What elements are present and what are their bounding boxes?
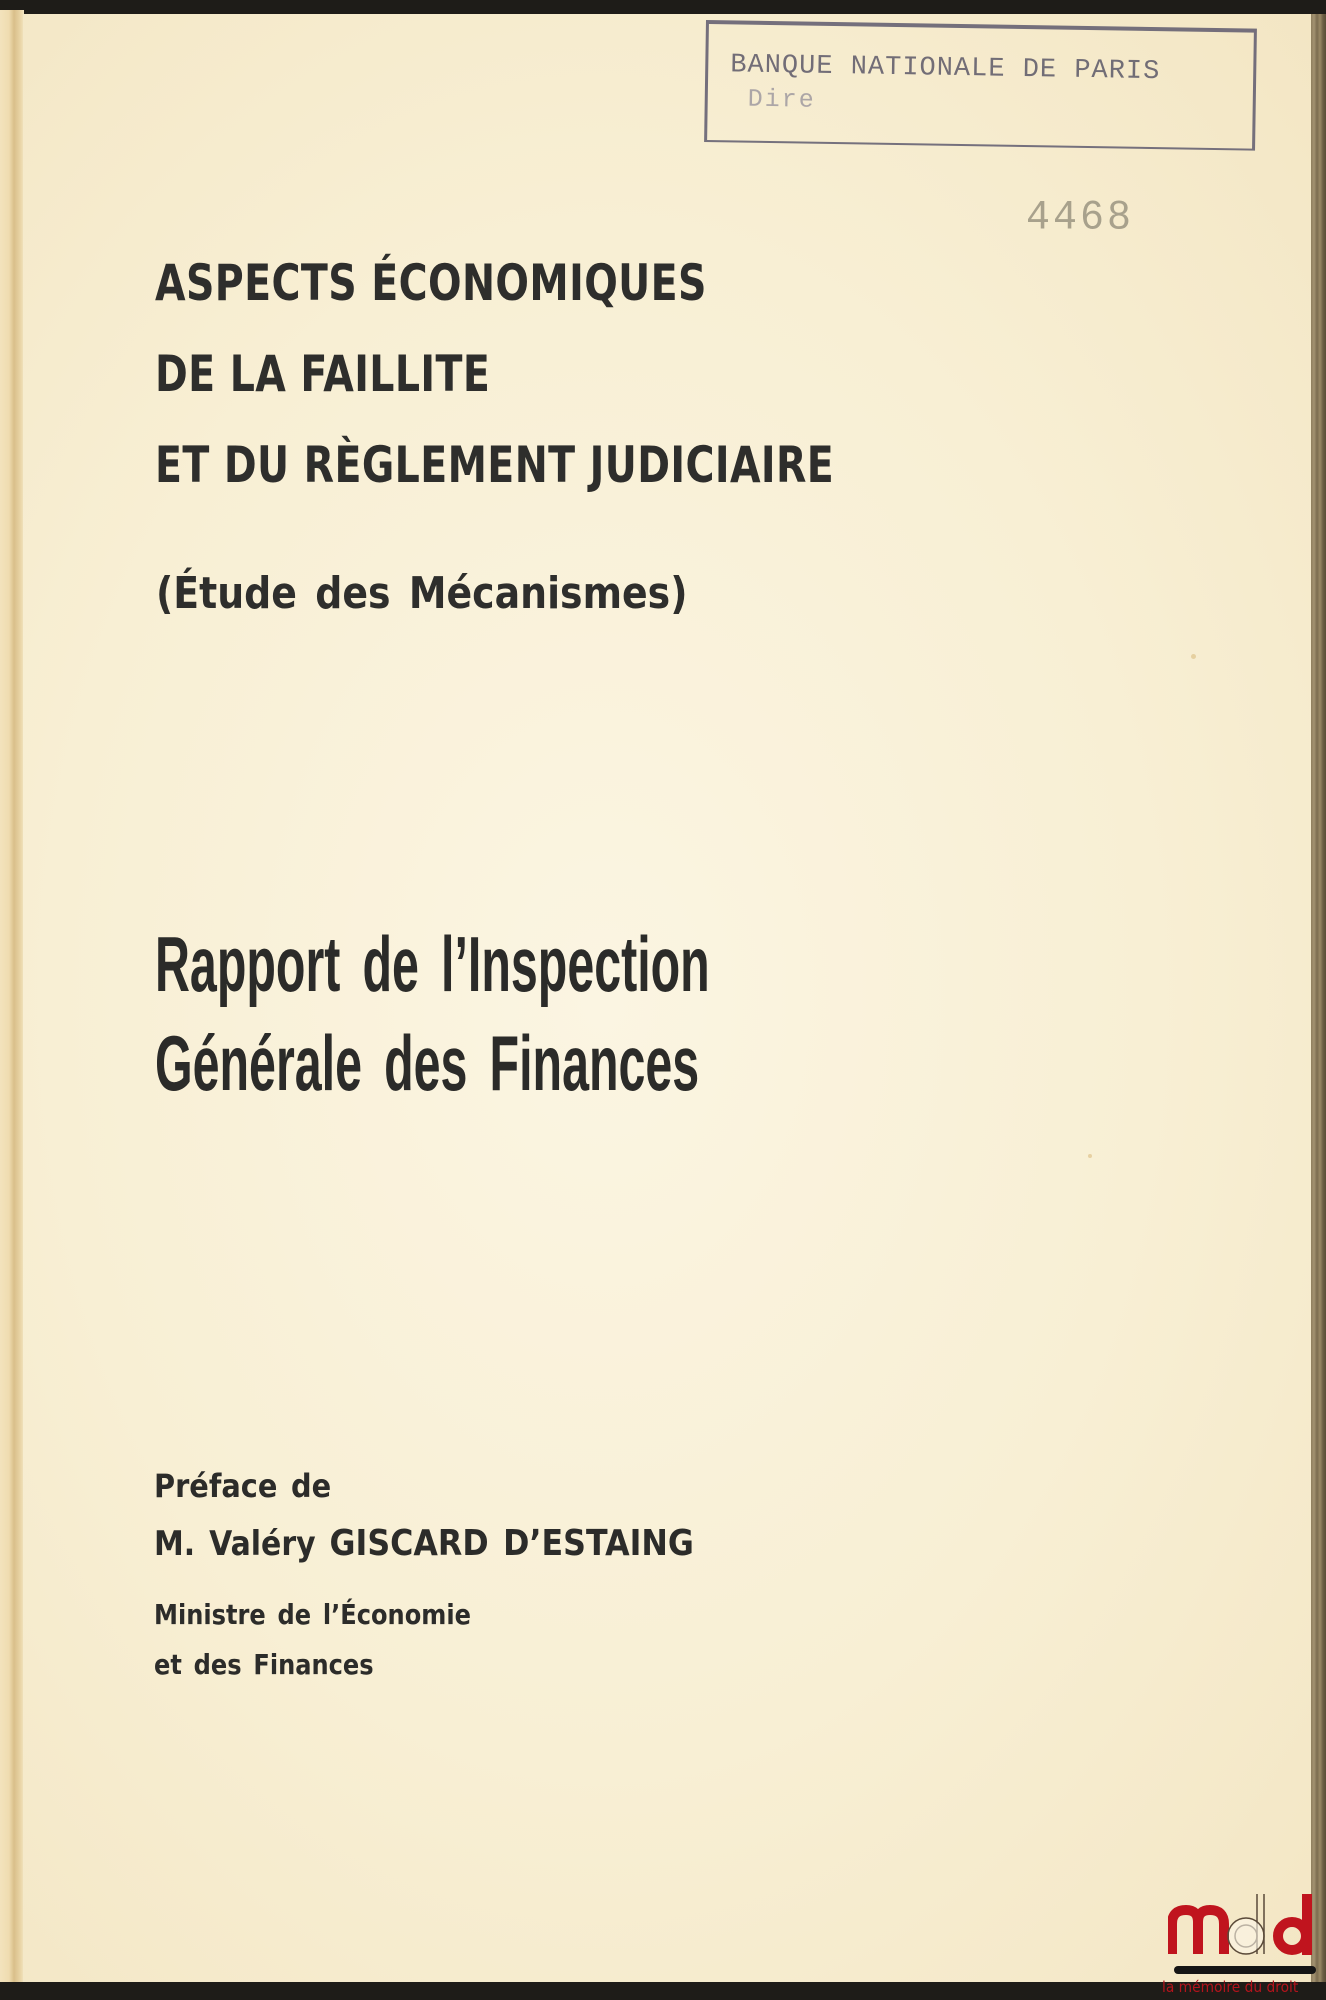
logo-caption: la mémoire du droit (1162, 1978, 1299, 1996)
paper-spot (1088, 1154, 1092, 1158)
stamp-bank-name: BANQUE NATIONALE DE PARIS (730, 50, 1161, 88)
scan-bottom-border (0, 1978, 1326, 2000)
binding-left-edge (0, 10, 24, 1985)
author-prefix: M. Valéry (154, 1524, 316, 1564)
title-line-2: DE LA FAILLITE (155, 345, 491, 403)
author-role-line-2: et des Finances (154, 1648, 374, 1681)
preface-intro: Préface de (154, 1467, 332, 1505)
author-surname: GISCARD D’ESTAING (329, 1523, 694, 1564)
title-line-1: ASPECTS ÉCONOMIQUES (155, 254, 707, 312)
report-line-1: Rapport de l’Inspection (155, 920, 710, 1008)
report-line-2: Générale des Finances (155, 1019, 700, 1107)
call-number: 4468 (1026, 194, 1135, 243)
author-role-line-1: Ministre de l’Économie (154, 1598, 471, 1631)
mdd-logo-icon (1168, 1880, 1320, 1980)
title-line-3: ET DU RÈGLEMENT JUDICIAIRE (155, 436, 835, 494)
subtitle: (Étude des Mécanismes) (156, 568, 688, 619)
binding-right-edge (1311, 14, 1326, 1984)
stamp-department: Dire (747, 84, 816, 115)
paper-spot (1191, 654, 1196, 659)
preface-author (154, 1523, 694, 1564)
library-stamp (704, 20, 1257, 151)
